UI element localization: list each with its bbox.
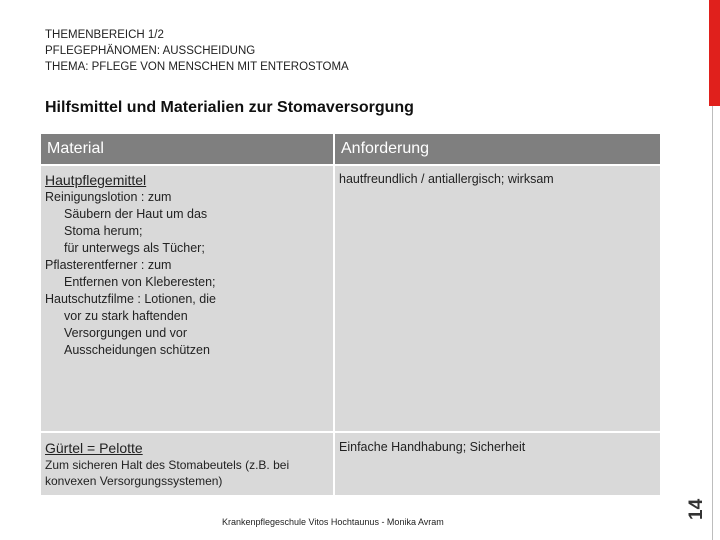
requirement-cell: hautfreundlich / antiallergisch; wirksam — [335, 166, 660, 431]
materials-table — [39, 132, 662, 497]
material-cell — [41, 433, 333, 495]
slide-title: Hilfsmittel und Materialien zur Stomaversorgung — [45, 99, 414, 116]
slide-header — [45, 27, 349, 75]
material-label: Hautpflegemittel — [45, 172, 147, 188]
accent-bar — [709, 0, 720, 106]
material-line: Versorgungen und vor — [64, 326, 188, 340]
table-row — [41, 166, 660, 431]
header-line-2: PFLEGEPHÄNOMEN: AUSSCHEIDUNG — [45, 45, 256, 57]
material-line: Ausscheidungen schützen — [64, 343, 210, 357]
material-label: Gürtel = Pelotte — [45, 440, 143, 456]
material-line: Stoma herum; — [64, 224, 143, 238]
material-line: vor zu stark haftenden — [64, 309, 188, 323]
material-text: Zum sicheren Halt des Stomabeutels (z.B. bei konvexen Versorgungssystemen) — [45, 458, 290, 488]
material-line: für unterwegs als Tücher; — [64, 241, 205, 255]
header-line-3: THEMA: PFLEGE VON MENSCHEN MIT ENTEROSTOMA — [45, 61, 349, 73]
footer-text: Krankenpflegeschule Vitos Hochtaunus - Monika Avram — [222, 517, 444, 527]
table-row — [41, 433, 660, 495]
material-line: Hautschutzfilme : Lotionen, die — [45, 292, 216, 306]
page-number: 14 — [686, 498, 707, 520]
column-header-requirement: Anforderung — [335, 134, 660, 164]
material-line: Reinigungslotion : zum — [45, 190, 172, 204]
material-line: Entfernen von Kleberesten; — [64, 275, 216, 289]
table-header-row — [41, 134, 660, 164]
header-line-1: THEMENBEREICH 1/2 — [45, 29, 164, 41]
material-line: Säubern der Haut um das — [64, 207, 208, 221]
material-line: Pflasterentferner : zum — [45, 258, 172, 272]
column-header-material: Material — [41, 134, 333, 164]
accent-line — [712, 106, 713, 540]
requirement-cell: Einfache Handhabung; Sicherheit — [335, 433, 660, 495]
material-cell — [41, 166, 333, 431]
